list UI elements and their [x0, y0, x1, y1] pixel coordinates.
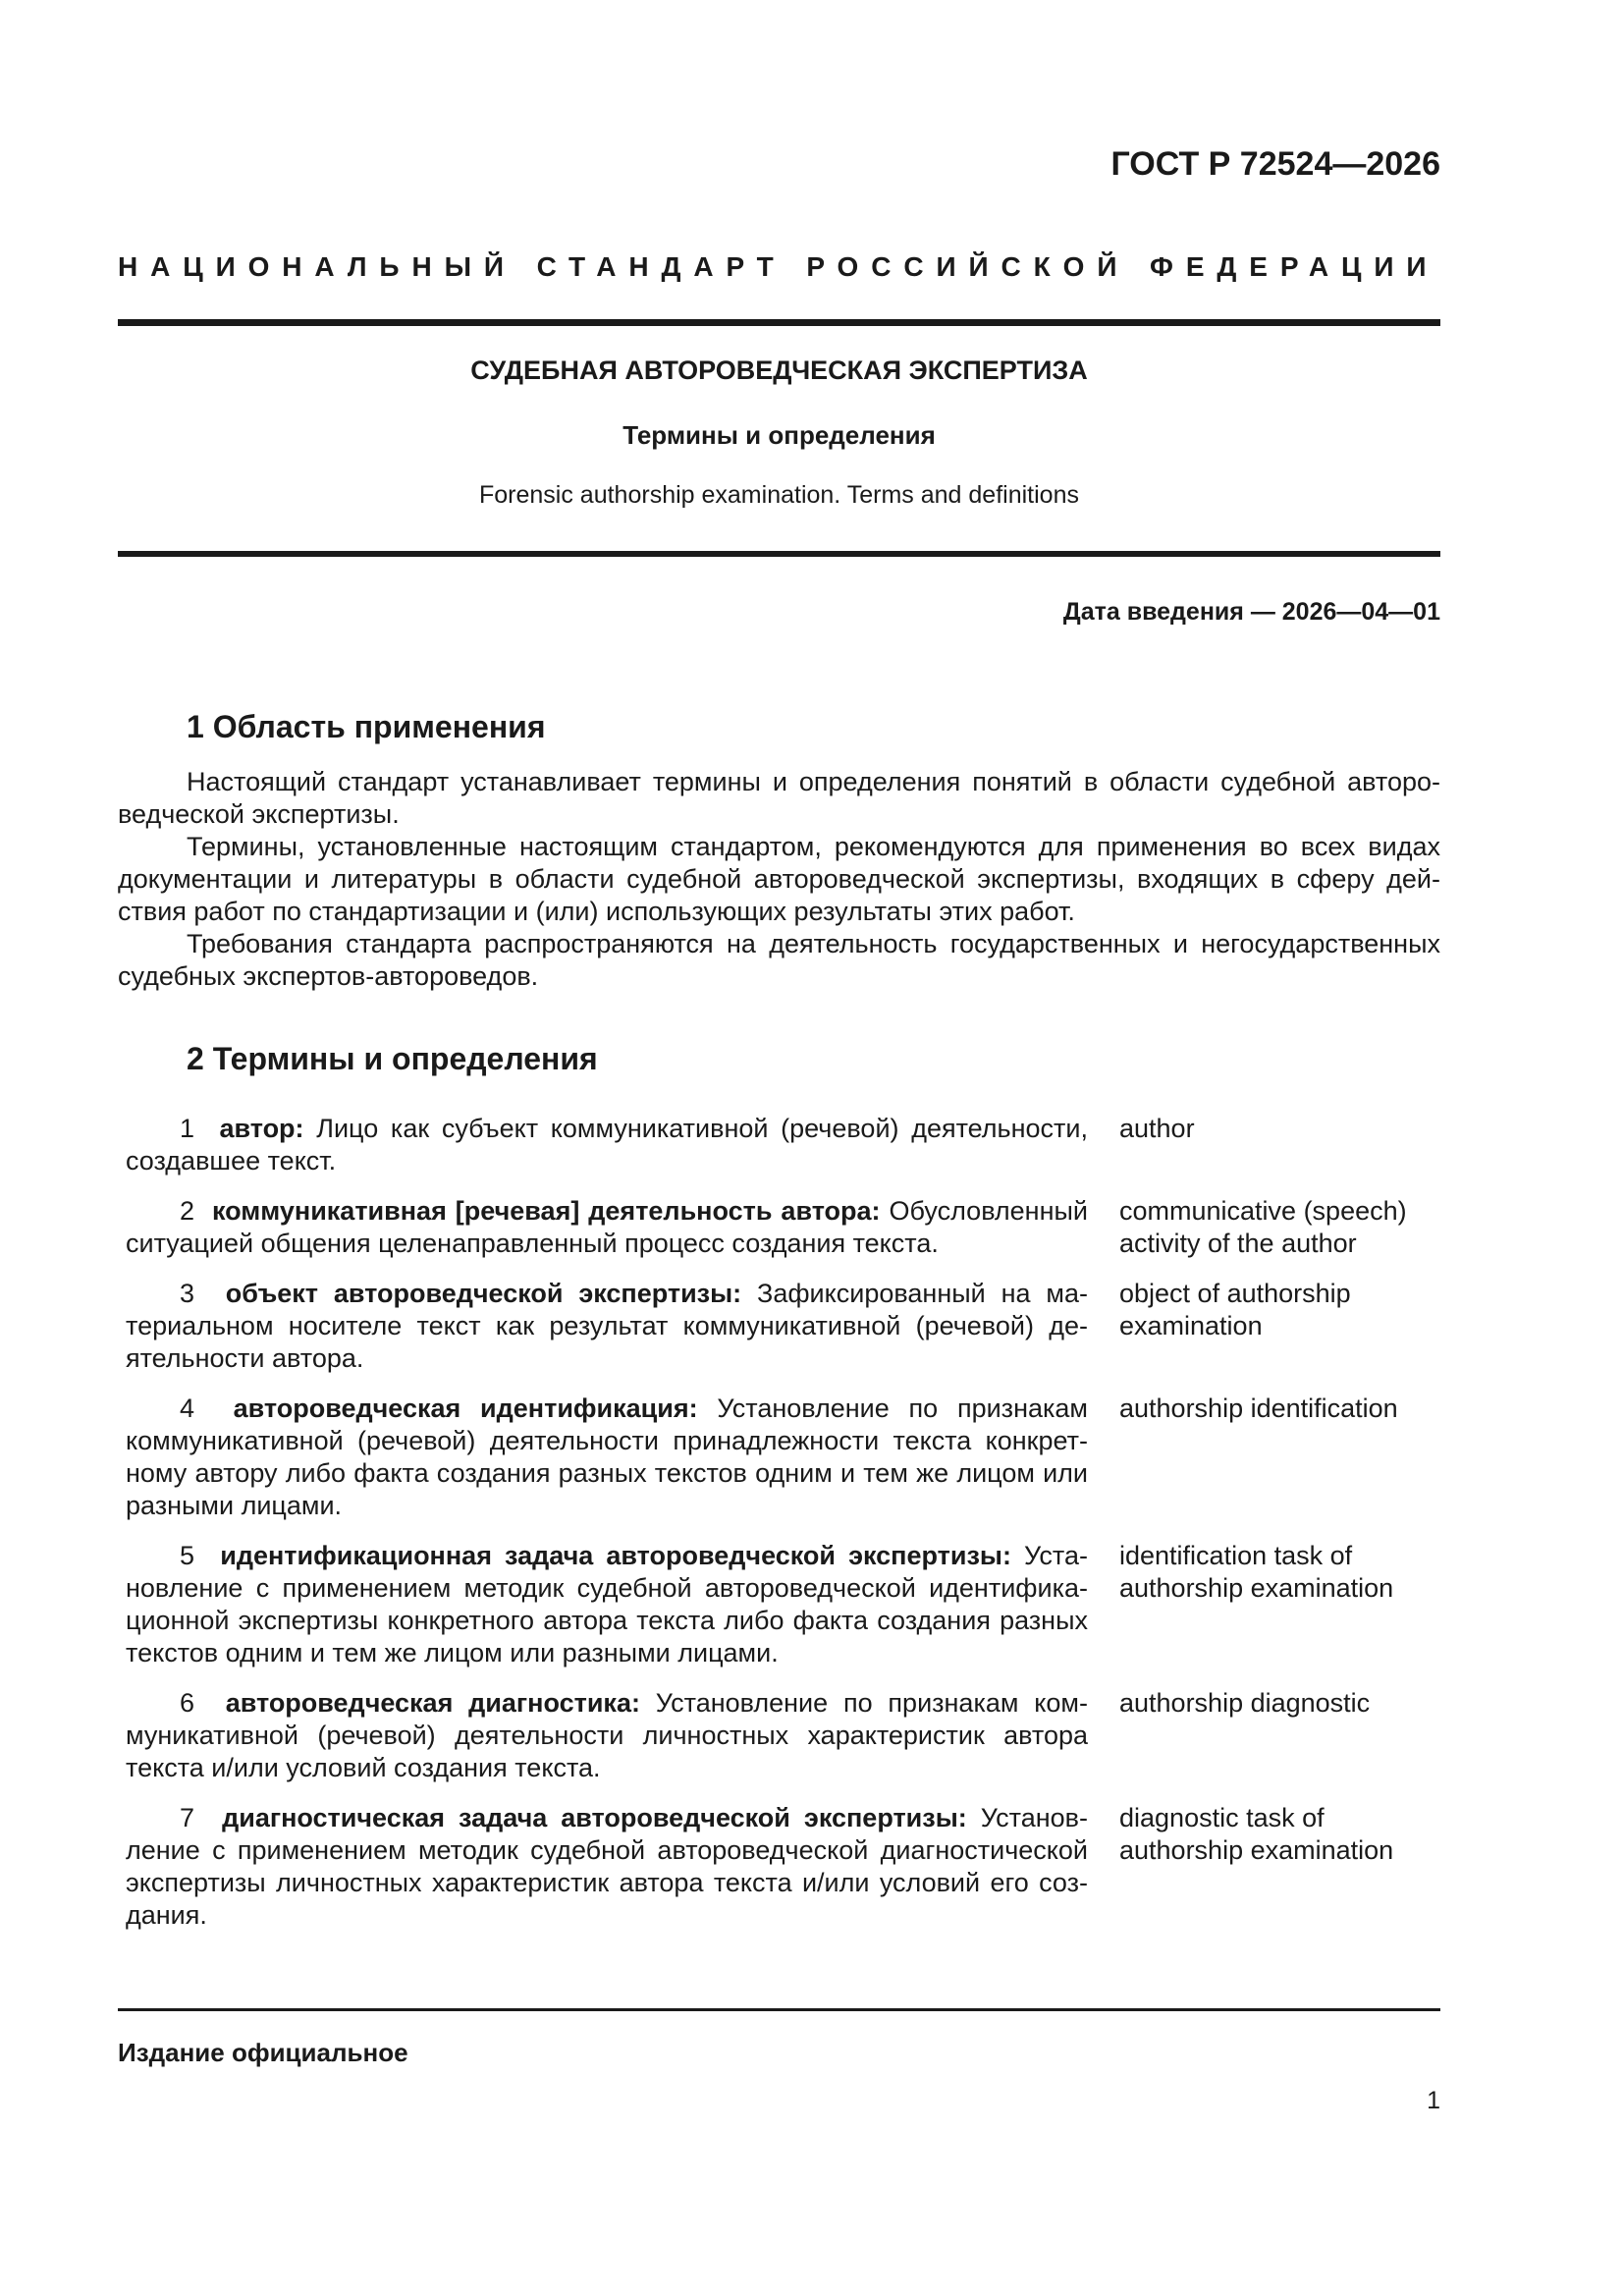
page-number: 1	[1427, 2087, 1440, 2114]
term-number: 7	[180, 1803, 195, 1832]
term-number: 5	[180, 1541, 195, 1570]
term-name: автор:	[219, 1114, 304, 1143]
term-english: authorship diagnostic	[1119, 1688, 1371, 1718]
term-definition: Установление с применением методик судебной автороведческой идентификационной экспертизы конкретного автора текста либо факта создания разных текстов одним и тем же лицом или разными лицами.	[126, 1541, 1088, 1667]
section-1-heading: 1 Область применения	[187, 709, 546, 744]
term-entry	[126, 1540, 1440, 1669]
term-english: author	[1119, 1114, 1195, 1143]
term-number: 3	[180, 1279, 195, 1308]
national-standard-banner: НАЦИОНАЛЬНЫЙ СТАНДАРТ РОССИЙСКОЙ ФЕДЕРАЦИИ	[118, 251, 1439, 282]
term-name: автороведческая идентификация:	[233, 1394, 698, 1423]
term-name: объект автороведческой экспертизы:	[225, 1279, 742, 1308]
term-name: автороведческая диагностика:	[225, 1688, 640, 1718]
term-entry	[126, 1195, 1440, 1260]
section-1-body	[118, 766, 1440, 993]
term-entry	[126, 1687, 1440, 1784]
term-name: диагностическая задача автороведческой экспертизы:	[222, 1803, 967, 1832]
terms-list	[126, 1113, 1440, 1932]
term-definition: Обусловленный ситуацией общения целенаправленный процесс создания текста.	[126, 1196, 1088, 1258]
term-number: 1	[180, 1114, 195, 1143]
term-entry	[126, 1278, 1440, 1375]
term-definition: Установление по признакам коммуникативной (речевой) деятельности личностных характеристик автора текста и/или условий создания текста.	[126, 1688, 1088, 1782]
term-definition: Лицо как субъект коммуникативной (речевой) деятельности, создавшее текст.	[126, 1114, 1088, 1175]
term-english: object of authorship examination	[1119, 1279, 1351, 1340]
paragraph: Термины, установленные настоящим стандартом, рекомендуются для применения во всех видах документации и литературы в области судебной автороведческой экспертизы, входящих в сферу действия работ по стандартизации и (или) использующих результаты этих работ.	[118, 832, 1440, 926]
term-definition: Установление по признакам коммуникативной (речевой) деятельности принадлежности текста конкретному автору либо факта создания разных текстов одним и тем же лицом или разными лицами.	[126, 1394, 1088, 1520]
standard-code: ГОСТ Р 72524—2026	[1110, 145, 1440, 183]
introduction-date: Дата введения — 2026—04—01	[1062, 598, 1440, 626]
term-name: идентификационная задача автороведческой экспертизы:	[220, 1541, 1011, 1570]
title-rule	[118, 551, 1440, 557]
term-entry	[126, 1113, 1440, 1177]
term-number: 6	[180, 1688, 195, 1718]
term-english: communicative (speech) activity of the author	[1119, 1196, 1407, 1258]
footer-rule	[118, 2008, 1440, 2011]
term-definition: Установление с применением методик судебной автороведческой диагностической экспертизы личностных характеристик автора текста и/или условий его создания.	[126, 1803, 1088, 1930]
term-number: 4	[180, 1394, 195, 1423]
term-english: diagnostic task of authorship examination	[1119, 1803, 1394, 1865]
term-definition: Зафиксированный на материальном носителе текст как результат коммуникативной (речевой) деятельности автора.	[126, 1279, 1088, 1373]
paragraph: Требования стандарта распространяются на деятельность государственных и негосударственных судебных экспертов-автороведов.	[118, 929, 1440, 991]
document-subtitle: Термины и определения	[622, 420, 936, 450]
paragraph: Настоящий стандарт устанавливает термины и определения понятий в области судебной автороведческой экспертизы.	[118, 767, 1440, 829]
term-number: 2	[180, 1196, 195, 1226]
term-name: коммуникативная [речевая] деятельность автора:	[211, 1196, 881, 1226]
term-entry	[126, 1393, 1440, 1522]
term-english: identification task of authorship examination	[1119, 1541, 1394, 1603]
term-english: authorship identification	[1119, 1394, 1398, 1423]
document-title: СУДЕБНАЯ АВТОРОВЕДЧЕСКАЯ ЭКСПЕРТИЗА	[470, 355, 1088, 385]
section-2-heading: 2 Термины и определения	[187, 1041, 598, 1076]
term-entry	[126, 1802, 1440, 1932]
english-title: Forensic authorship examination. Terms and definitions	[479, 481, 1079, 509]
top-rule	[118, 319, 1440, 326]
official-edition-label: Издание официальное	[118, 2038, 408, 2067]
